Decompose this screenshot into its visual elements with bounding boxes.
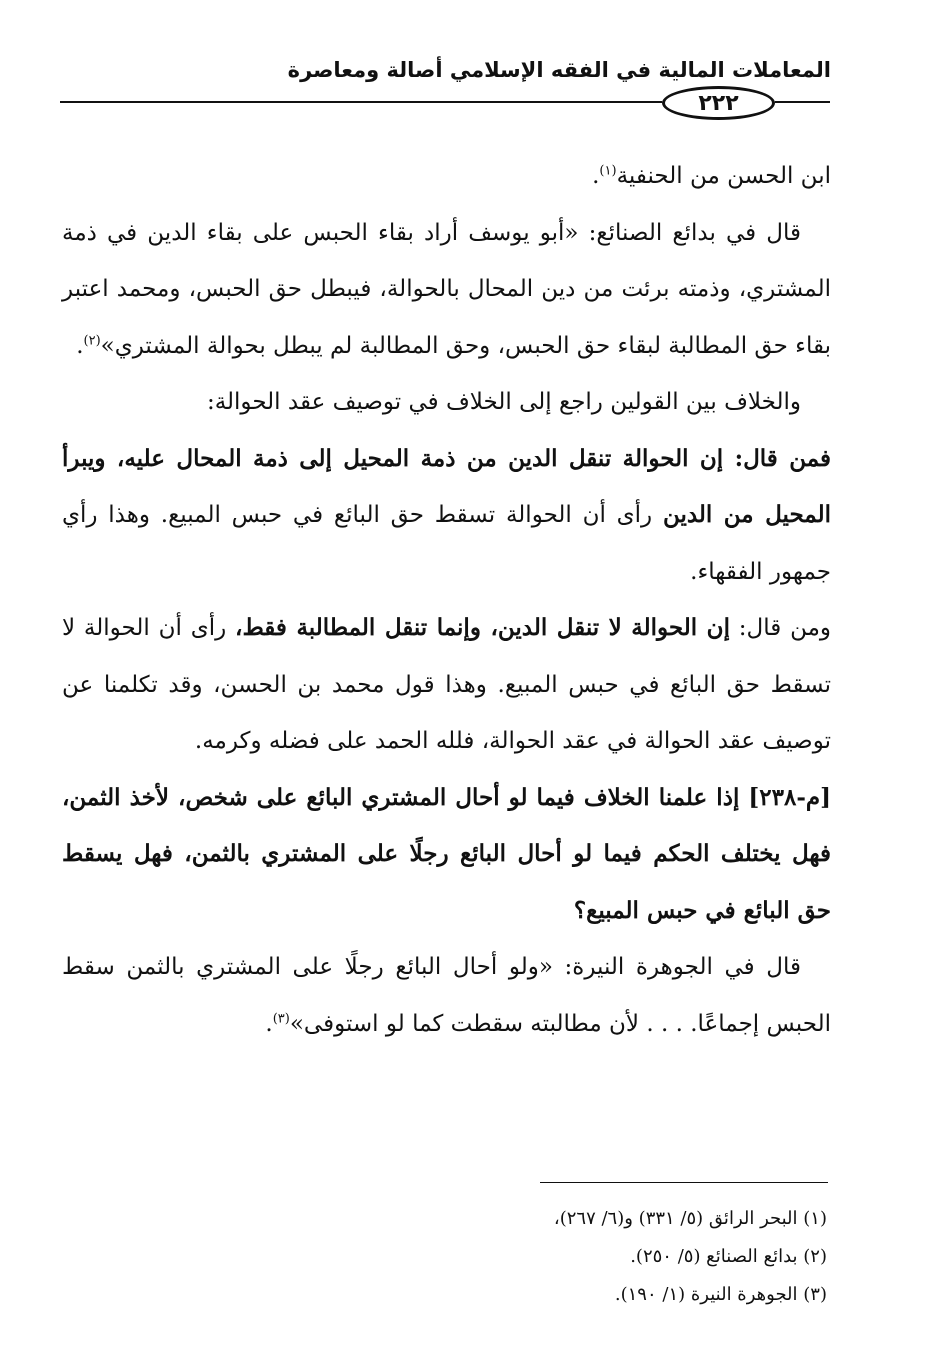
paragraph-4: فمن قال: إن الحوالة تنقل الدين من ذمة المحيل إلى ذمة المحال عليه، ويبرأ المحيل من الدين رأى أن الحوالة تسقط حق البائع في حبس المبيع. وهذا رأي جمهور الفقهاء. (62, 444, 831, 585)
footnote-2: (٢) بدائع الصنائع (٥/ ٢٥٠). (630, 1246, 827, 1267)
paragraph-2: قال في بدائع الصنائع: «أبو يوسف أراد بقاء الحبس على بقاء الدين في ذمة المشتري، وذمته برئت من دين المحال بالحوالة، فيبطل حق الحبس، ومحمد اعتبر بقاء حق المطالبة لبقاء حق الحبس، وحق المطالبة لم يبطل بحوالة المشتري»$^{(٢)}$. (62, 219, 831, 359)
footnote-1: (١) البحر الرائق (٥/ ٣٣١) و(٦/ ٢٦٧)، (553, 1208, 827, 1229)
paragraph-5: ومن قال: إن الحوالة لا تنقل الدين، وإنما تنقل المطالبة فقط، رأى أن الحوالة لا تسقط حق البائع في حبس المبيع. وهذا قول محمد بن الحسن، وقد تكلمنا عن توصيف عقد الحوالة في عقد الحوالة، فلله الحمد على فضله وكرمه. (62, 614, 832, 754)
footnote-ref-3: (٣) (272, 1010, 290, 1026)
running-title: المعاملات المالية في الفقه الإسلامي أصالة ومعاصرة (287, 58, 831, 82)
footnote-ref-2: (٢) (83, 332, 101, 348)
body-text (62, 148, 831, 1052)
paragraph-3: والخلاف بين القولين راجع إلى الخلاف في توصيف عقد الحوالة: (206, 389, 801, 415)
page-number-badge: ٢٢٢ (662, 86, 775, 120)
footnote-ref-1: (١) (599, 163, 617, 179)
header-rule-left (60, 101, 662, 103)
footnote-rule (540, 1182, 828, 1183)
paragraph-7: قال في الجوهرة النيرة: «ولو أحال البائع رجلًا على المشتري بالثمن سقط الحبس إجماعًا. . . . لأن مطالبته سقطت كما لو استوفى»$^{(٣)}$. (62, 954, 831, 1037)
footnote-3: (٣) الجوهرة النيرة (١/ ١٩٠). (614, 1284, 827, 1305)
footnotes (387, 1200, 827, 1314)
paragraph-1: ابن الحسن من الحنفية$^{(١)}$. (592, 163, 831, 189)
header-rule-right (775, 101, 830, 103)
paragraph-6-question: [م-٢٣٨] إذا علمنا الخلاف فيما لو أحال المشتري البائع على شخص، لأخذ الثمن، فهل يختلف الحكم فيما لو أحال البائع رجلًا على المشتري بالثمن، فهل يسقط حق البائع في حبس المبيع؟ (62, 783, 831, 924)
